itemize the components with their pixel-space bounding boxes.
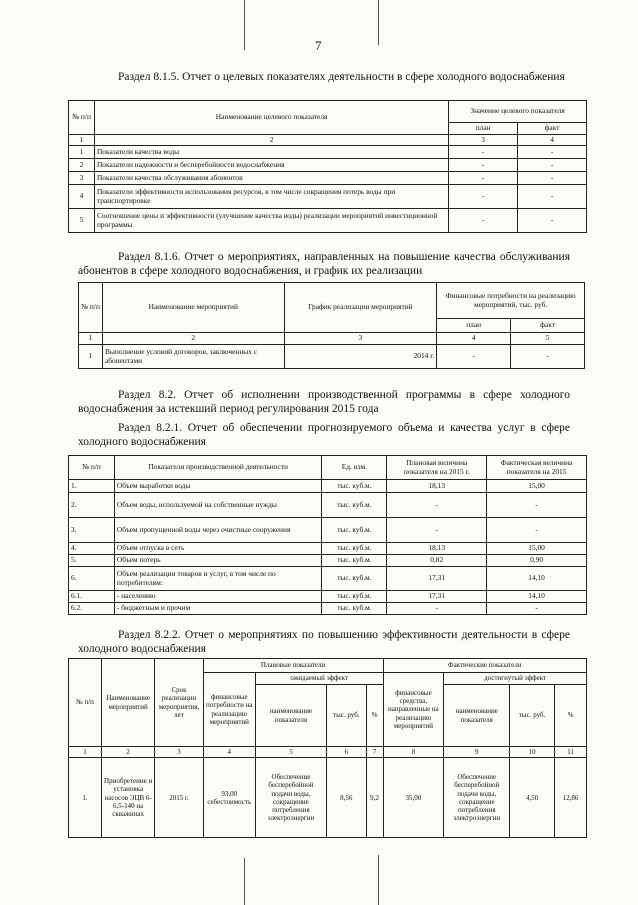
table-row [69,603,587,615]
row-num: 4. [69,543,115,555]
table-row [69,172,587,185]
table-row [69,480,587,493]
column-number: 5 [255,747,326,758]
row-num: 6.2. [69,603,115,615]
row-num: 5. [69,555,115,567]
row-num: 3 [69,172,95,185]
row-plan: - [449,209,518,233]
row-fact: - [487,493,587,518]
col-rub-header: тыс. руб. [327,685,366,747]
row-fin [203,758,255,838]
table-row [79,345,585,369]
row-name: Показатели надежности и бесперебойности водоснабжения [94,159,448,172]
row-unit: тыс. куб.м. [322,591,387,603]
row-unit: тыс. куб.м. [322,518,387,543]
row-name: Объем потерь [114,555,322,567]
row-name: - населению [114,591,322,603]
row-fin-spent: 35,00 [383,758,444,838]
table-row [69,518,587,543]
table-row [69,159,587,172]
col-num-header: № п/п [69,101,95,135]
row-unit: тыс. куб.м. [322,603,387,615]
row-term: 2015 г. [155,758,203,838]
row-num: 2 [69,159,95,172]
row-plan: 18,13 [387,480,487,493]
efficiency-measures-table [68,658,587,838]
row-fin-value: 93,00 [221,789,238,798]
row-fact: 14,10 [487,591,587,603]
col-name-header: Наименование мероприятий [102,659,155,747]
scan-artifact-line [244,858,245,905]
row-unit: тыс. куб.м. [322,543,387,555]
col-term-header: Срок реализации мероприятия, лет [155,659,203,747]
col-pct2-header: % [554,685,586,747]
row-name: Объем отпуска в сеть [114,543,322,555]
row-name: Показатели эффективности использования ресурсов, в том числе сокращения потерь воды при транспортировке [94,185,448,209]
row-num: 1. [69,480,115,493]
row-fin-note: себестоимость [207,797,252,806]
row-fact: - [518,159,587,172]
column-number: 1 [79,333,103,345]
col-fin-need-header: финансовые потребности на реализацию мероприятий [203,673,255,747]
column-number: 6 [327,747,366,758]
row-num: 6.1. [69,591,115,603]
row-plan: 17,31 [387,591,487,603]
column-number: 9 [444,747,510,758]
row-num: 1. [69,758,102,838]
row-name: Соотношение цены и эффективности (улучшение качества воды) реализации мероприятий инвестиционной программы [94,209,448,233]
col-name-header: Наименование мероприятий [102,283,284,333]
column-number: 4 [203,747,255,758]
customer-service-table [78,282,585,369]
row-num: 3. [69,518,115,543]
col-fin-header: Финансовые потребности на реализацию мероприятий, тыс. руб. [437,283,585,319]
col-unit-header: Ед. изм. [322,456,387,480]
column-number: 3 [449,134,518,146]
col-value-header: Значение целевого показателя [449,101,587,123]
scan-artifact-line [378,0,379,45]
section-8-2-heading: Раздел 8.2. Отчет об исполнении производственной программы в сфере холодного водоснабжения за истекший период регулирования 2015 года [78,389,570,415]
column-number: 4 [437,333,511,345]
row-plan: - [387,493,487,518]
col-fact-header: Фактическая величина показателя на 2015 [487,456,587,480]
col-pct-header: % [366,685,383,747]
target-indicators-table [68,100,587,233]
row-pct2: 12,86 [554,758,586,838]
row-rub2: 4,50 [510,758,555,838]
column-number: 2 [102,747,155,758]
row-num: 1 [69,146,95,159]
table-row [69,758,587,838]
col-fact-header: факт [511,319,585,333]
column-number: 2 [102,333,284,345]
col-name-header: Показатели производственной деятельности [114,456,322,480]
actual-indicators-header: Фактические показатели [383,659,586,673]
row-fact: 15,00 [487,543,587,555]
col-num-header: № п/п [69,456,115,480]
row-num: 4 [69,185,95,209]
column-number: 2 [94,134,448,146]
row-unit: тыс. куб.м. [322,480,387,493]
row-name: Объем воды, используемой на собственные нужды [114,493,322,518]
table-row [69,146,587,159]
row-plan: 0,82 [387,555,487,567]
row-indicator: Обеспечение бесперебойной подачи воды, сокращение потребления электроэнергии [255,758,326,838]
table-row [69,185,587,209]
row-num: 5 [69,209,95,233]
row-pct: 9,2 [366,758,383,838]
table-row [69,493,587,518]
row-indicator2: Обеспечение бесперебойной подачи воды, сокращение потребления электроэнергии [444,758,510,838]
row-plan: 17,31 [387,567,487,591]
col-num-header: № п/п [69,659,102,747]
column-number: 1 [69,134,95,146]
planned-indicators-header: Плановые показатели [203,659,383,673]
row-plan: - [449,172,518,185]
section-8-1-5-heading: Раздел 8.1.5. Отчет о целевых показателях деятельности в сфере холодного водоснабжения [118,71,565,83]
col-indicator-name-header: наименование показателя [255,685,326,747]
row-plan: - [387,518,487,543]
row-name: Показатели качества воды [94,146,448,159]
expected-effect-header: ожидаемый эффект [255,673,383,685]
col-plan-header: план [449,123,518,135]
row-fact: - [518,185,587,209]
table-row [69,591,587,603]
row-unit: тыс. куб.м. [322,555,387,567]
row-rub: 8,56 [327,758,366,838]
row-fact: 15,00 [487,480,587,493]
column-number: 5 [511,333,585,345]
row-name: Объем пропущенной воды через очистные сооружения [114,518,322,543]
table-row [69,543,587,555]
row-fact: 14,10 [487,567,587,591]
row-plan: - [437,345,511,369]
row-name: Приобретение и установка насосов ЭЦВ 6-6,5-140 на скважинах [102,758,155,838]
col-fact-header: факт [518,123,587,135]
column-number: 7 [366,747,383,758]
table-row [69,567,587,591]
row-name: Показатели качества обслуживания абонентов [94,172,448,185]
row-plan: - [449,159,518,172]
column-number: 8 [383,747,444,758]
row-num: 1 [79,345,103,369]
row-fact: - [511,345,585,369]
row-unit: тыс. куб.м. [322,493,387,518]
row-fact: - [518,146,587,159]
row-fact: - [487,603,587,615]
col-name-header: Наименование целевого показателя [94,101,448,135]
column-number: 1 [69,747,102,758]
column-number: 11 [554,747,586,758]
col-schedule-header: График реализации мероприятий [284,283,437,333]
col-plan-header: план [437,319,511,333]
achieved-effect-header: достигнутый эффект [444,673,587,685]
column-number: 10 [510,747,555,758]
row-plan: - [449,146,518,159]
row-plan: - [449,185,518,209]
table-row [69,209,587,233]
section-8-1-6-heading: Раздел 8.1.6. Отчет о мероприятиях, направленных на повышение качества обслуживания абонентов в сфере холодного водоснабжения, и график их реализации [78,251,570,277]
row-num: 2. [69,493,115,518]
column-number: 3 [155,747,203,758]
production-volume-table [68,455,587,615]
col-fin-spent-header: финансовые средства, направленные на реализацию мероприятий [383,673,444,747]
column-number: 3 [284,333,437,345]
col-indicator-name2-header: наименование показателя [444,685,510,747]
section-8-2-2-heading: Раздел 8.2.2. Отчет о мероприятиях по повышению эффективности деятельности в сфере холодного водоснабжения [78,629,570,655]
row-fact: - [487,518,587,543]
row-fact: 0,90 [487,555,587,567]
row-plan: - [387,603,487,615]
row-name: Объем выработки воды [114,480,322,493]
row-num: 6. [69,567,115,591]
col-num-header: № п/п [79,283,103,333]
col-plan-header: Плановая величина показателя на 2015 г. [387,456,487,480]
scan-artifact-line [378,855,379,905]
page-number: 7 [315,38,322,53]
row-plan: 18,13 [387,543,487,555]
table-row [69,555,587,567]
column-number: 4 [518,134,587,146]
section-8-2-1-heading: Раздел 8.2.1. Отчет об обеспечении прогнозируемого объема и качества услуг в сфере холодного водоснабжения [78,422,570,448]
row-name: Объем реализации товаров и услуг, в том числе по потребителям: [114,567,322,591]
row-name: - бюджетным и прочим [114,603,322,615]
row-fact: - [518,209,587,233]
row-fact: - [518,172,587,185]
row-unit: тыс. куб.м. [322,567,387,591]
scan-artifact-line [244,0,245,50]
row-schedule: 2014 г. [284,345,437,369]
col-rub2-header: тыс. руб. [510,685,555,747]
row-name: Выполнение условий договоров, заключенных с абонентами [102,345,284,369]
